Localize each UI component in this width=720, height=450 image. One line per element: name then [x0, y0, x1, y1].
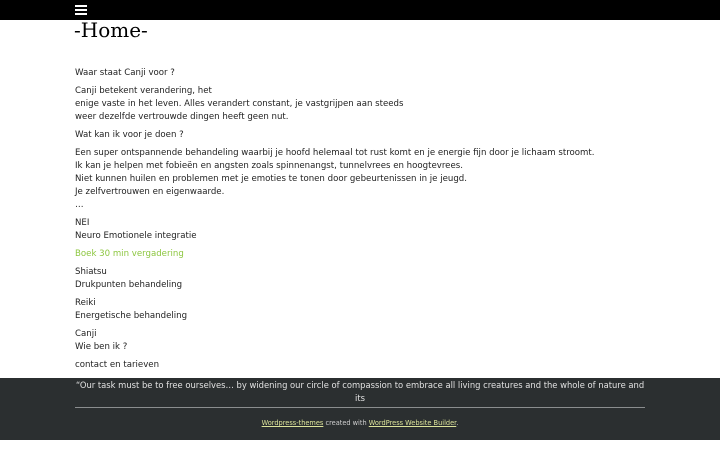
- footer-text: .: [456, 419, 459, 427]
- quote-band: [0, 378, 720, 408]
- canji-title: Canji: [75, 329, 97, 339]
- footer-credits: [0, 418, 720, 428]
- paragraph-line: Ik kan je helpen met fobieën en angsten zoals spinnenangst, tunnelvrees en hoogtevrees.: [75, 161, 463, 171]
- paragraph-line: Je zelfvertrouwen en eigenwaarde.: [75, 187, 225, 197]
- paragraph-line: Canji betekent verandering, het: [75, 86, 212, 96]
- menu-line: [75, 5, 87, 7]
- nei-title: NEI: [75, 218, 90, 228]
- reiki-description: Energetische behandeling: [75, 311, 188, 321]
- footer-text: created with: [323, 419, 369, 427]
- ellipsis: …: [75, 200, 84, 210]
- question-what-can-i-do: Wat kan ik voor je doen ?: [75, 130, 184, 140]
- paragraph-line: Een super ontspannende behandeling waarbij je hoofd helemaal tot rust komt en je energie fijn door je lichaam stroomt.: [75, 148, 595, 158]
- paragraph-line: weer dezelfde vertrouwde dingen heeft geen nut.: [75, 112, 289, 122]
- footer: [0, 408, 720, 440]
- shiatsu-description: Drukpunten behandeling: [75, 280, 183, 290]
- wordpress-themes-link[interactable]: Wordpress-themes: [261, 419, 324, 427]
- contact-link[interactable]: contact en tarieven: [75, 360, 160, 370]
- paragraph-line: Niet kunnen huilen en problemen met je emoties te tonen door gebeurtenissen in je jeugd.: [75, 174, 467, 184]
- menu-line: [75, 9, 87, 11]
- paragraph-line: enige vaste in het leven. Alles verandert constant, je vastgrijpen aan steeds: [75, 99, 404, 109]
- hamburger-menu-icon[interactable]: [75, 5, 87, 15]
- book-meeting-link[interactable]: Boek 30 min vergadering: [75, 249, 184, 259]
- website-builder-link[interactable]: WordPress Website Builder: [368, 419, 457, 427]
- reiki-title: Reiki: [75, 298, 96, 308]
- menu-line: [75, 13, 87, 15]
- shiatsu-title: Shiatsu: [75, 267, 107, 277]
- quote-line: “Our task must be to free ourselves… by widening our circle of compassion to embrace all living creatures and the whole of nature and its: [75, 380, 645, 403]
- top-bar: [0, 0, 720, 20]
- about-me-link[interactable]: Wie ben ik ?: [75, 342, 128, 352]
- main-content: [75, 67, 675, 372]
- page-title: -Home-: [74, 18, 148, 42]
- nei-description: Neuro Emotionele integratie: [75, 231, 197, 241]
- page-bottom: [0, 440, 720, 450]
- question-canji-meaning: Waar staat Canji voor ?: [75, 68, 175, 78]
